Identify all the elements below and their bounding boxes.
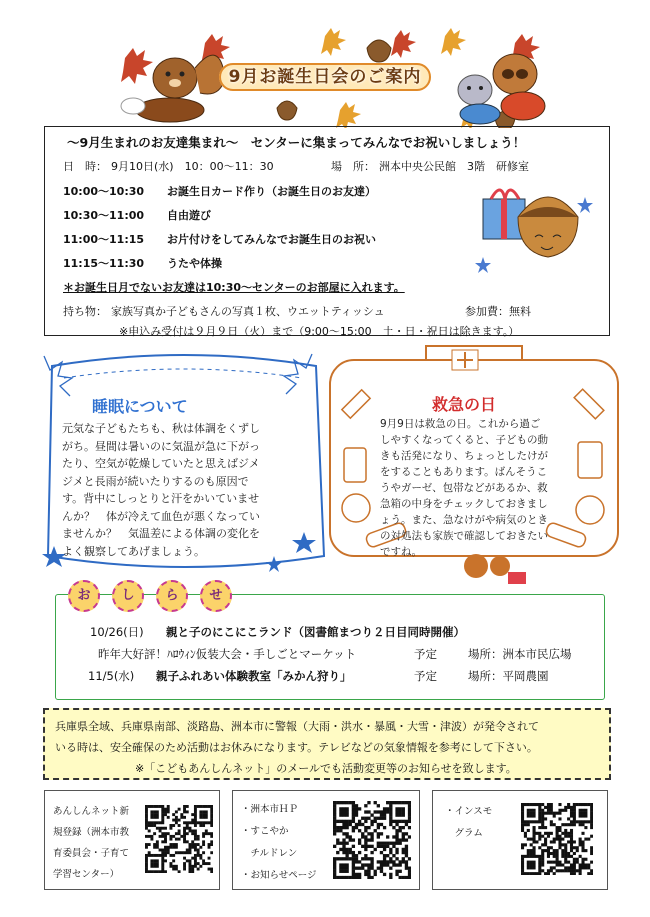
qr-box-instagram bbox=[432, 790, 608, 890]
emergency-line: うやガーゼ、包帯などがあるか、救 bbox=[380, 482, 548, 494]
emergency-line: 9月9日は救急の日。これから過ご bbox=[380, 418, 541, 430]
sleep-line: 元気な子どもたちも、秋は体調をくずし bbox=[62, 422, 260, 435]
notice-1-text: 親と子のにこにこランド（図書館まつり２日目同時開催） bbox=[166, 625, 465, 639]
qr-caption-line: ・洲本市ＨＰ bbox=[241, 804, 299, 815]
notice-3-text: 親子ふれあい体験教室「みかん狩り」 bbox=[156, 669, 352, 683]
application-note: ※申込み受付は９月９日（火）まで（9:00～15:00 土・日・祝日は除きます。） bbox=[119, 325, 520, 338]
qr-caption-line: 育委員会・子育て bbox=[53, 848, 130, 859]
qr-caption-line: グラム bbox=[445, 828, 483, 839]
qr-caption bbox=[445, 801, 492, 845]
notice-3-date: 11/5(水) bbox=[88, 669, 135, 683]
emergency-line: しやすくなってくると、子どもの動 bbox=[380, 434, 548, 446]
notice-2-text: 昨年大好評！ﾊﾛｳｨﾝ仮装大会・手しごとマーケット bbox=[98, 647, 357, 661]
qr-caption-line: 学習センター） bbox=[53, 869, 120, 880]
notice-3-place: 場所：平岡農園 bbox=[468, 669, 549, 683]
sleep-line: ませんか？ 気温差による体調の変化を bbox=[62, 527, 260, 540]
notice-bubble: し bbox=[112, 580, 144, 612]
emergency-body bbox=[380, 416, 548, 560]
qr-caption bbox=[241, 799, 317, 887]
page-title: 9月お誕生日会のご案内 bbox=[205, 62, 445, 90]
qr-code[interactable] bbox=[521, 803, 593, 875]
sleep-line: たり、空気が乾燥していたと思えばジメ bbox=[62, 457, 260, 470]
schedule-activity: お片付けをしてみんなでお誕生日のお祝い bbox=[167, 233, 376, 246]
notice-1-date: 10/26(日) bbox=[90, 625, 144, 639]
sleep-line: がち。昼間は暑いのに気温が急に下がっ bbox=[62, 439, 260, 453]
emergency-line: ですね。 bbox=[380, 546, 422, 558]
schedule-time: 11:15～11:30 bbox=[63, 257, 145, 270]
place-label: 場 所： bbox=[331, 160, 375, 173]
sleep-line: ジメと長雨が続いたりするのも原因で bbox=[62, 474, 249, 488]
notice-2-place: 場所：洲本市民広場 bbox=[468, 647, 572, 661]
schedule-time: 11:00～11:15 bbox=[63, 233, 145, 246]
sleep-line: んか？ 体が冷えて血色が悪くなってい bbox=[62, 509, 260, 523]
qr-caption-line: ・お知らせページ bbox=[241, 870, 317, 881]
notice-3-status: 予定 bbox=[414, 669, 437, 683]
items-value: 家族写真か子どもさんの写真１枚、ウエットティッシュ bbox=[111, 305, 385, 318]
datetime-value: 9月10日(水) 10：00～11：30 bbox=[111, 160, 274, 173]
schedule-time: 10:30～11:00 bbox=[63, 209, 145, 222]
notice-2-status: 予定 bbox=[414, 647, 437, 661]
qr-caption-line: ・すこやか bbox=[241, 826, 289, 837]
schedule-activity: 自由遊び bbox=[167, 209, 211, 222]
sleep-line: す。背中にしっとりと汗をかいていませ bbox=[62, 492, 260, 505]
qr-code[interactable] bbox=[333, 801, 411, 879]
warning-line: いる時は、安全確保のため活動はお休みになります。テレビなどの気象情報を参考にして下さい。 bbox=[55, 741, 538, 754]
emergency-line: の対処法も家族で確認しておきたい bbox=[380, 530, 548, 542]
qr-box-anshin-net bbox=[44, 790, 220, 890]
warning-line: ※「こどもあんしんネット」のメールでも活動変更等のお知らせを致します。 bbox=[135, 762, 517, 775]
qr-caption-line: チルドレン bbox=[241, 848, 298, 859]
emergency-line: きも活発になり、ちょっとしたけが bbox=[380, 450, 548, 462]
sleep-title: 睡眠について bbox=[92, 397, 188, 416]
qr-caption-line: 規登録（洲本市教 bbox=[53, 827, 130, 838]
warning-line: 兵庫県全域、兵庫県南部、淡路島、洲本市に警報（大雨・洪水・暴風・大雪・津波）が発令されて bbox=[55, 720, 539, 733]
notices-heading bbox=[68, 580, 232, 612]
event-note: ＊お誕生日月でないお友達は10:30～センターのお部屋に入れます。 bbox=[63, 281, 405, 294]
emergency-line: 急箱の中身をチェックしておきまし bbox=[380, 498, 548, 510]
emergency-line: をすることもあります。ばんそうこ bbox=[380, 466, 548, 478]
chestnut-present-illustration bbox=[473, 177, 593, 287]
place-value: 洲本中央公民館 3階 研修室 bbox=[379, 160, 529, 173]
fee: 参加費：無料 bbox=[465, 305, 531, 318]
notice-bubble: お bbox=[68, 580, 100, 612]
sleep-line: よく観察してあげましょう。 bbox=[62, 544, 205, 558]
qr-caption-line: あんしんネット新 bbox=[53, 806, 130, 817]
notice-bubble: せ bbox=[200, 580, 232, 612]
qr-box-city-site bbox=[232, 790, 420, 890]
schedule-time: 10:00～10:30 bbox=[63, 185, 145, 198]
sleep-body bbox=[62, 420, 260, 560]
items-label: 持ち物： bbox=[63, 305, 107, 318]
qr-caption-line: ・インスモ bbox=[445, 806, 493, 817]
schedule-activity: うたや体操 bbox=[167, 257, 222, 270]
notice-bubble: ら bbox=[156, 580, 188, 612]
event-headline: ～9月生まれのお友達集まれ～ センターに集まってみんなでお祝いしましょう！ bbox=[67, 135, 526, 150]
weather-warning-box bbox=[43, 708, 611, 780]
emergency-title: 救急の日 bbox=[432, 395, 497, 414]
datetime-label: 日 時： bbox=[63, 160, 107, 173]
event-info-box bbox=[44, 126, 610, 336]
schedule-activity: お誕生日カード作り（お誕生日のお友達） bbox=[167, 185, 376, 198]
emergency-line: ょう。また、急なけがや病気のとき bbox=[380, 514, 548, 526]
qr-caption bbox=[53, 801, 129, 885]
qr-code[interactable] bbox=[145, 805, 213, 873]
